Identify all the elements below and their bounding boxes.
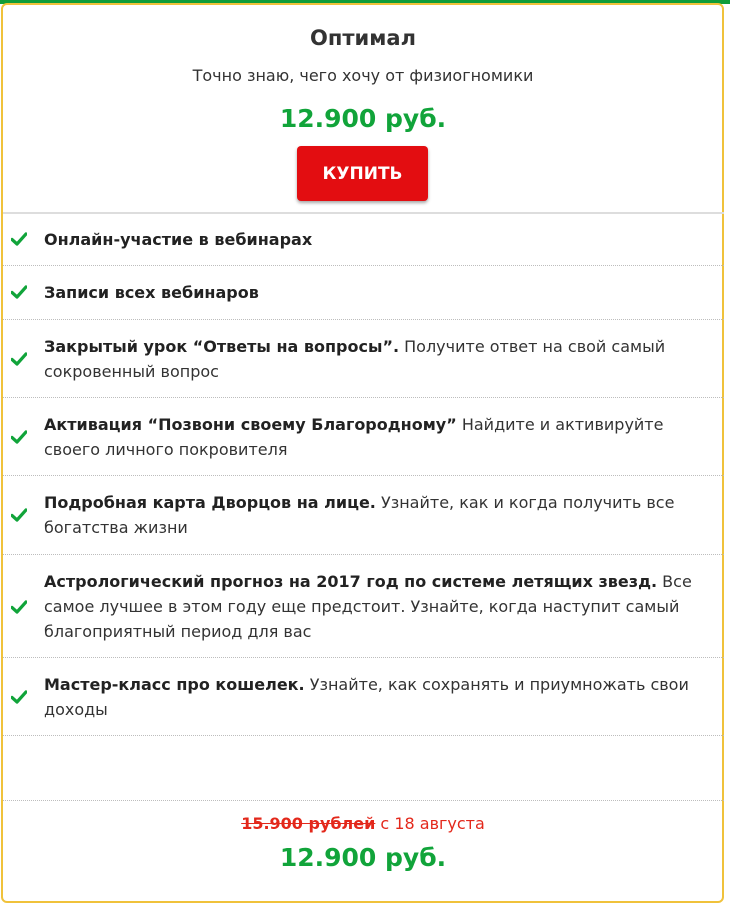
plan-subtitle: Точно знаю, чего хочу от физиогномики: [192, 66, 534, 85]
feature-description: Найдите и активируйте своего личного покровителя: [44, 415, 664, 459]
feature-item: [3, 476, 724, 555]
old-price-date: с 18 августа: [375, 814, 485, 833]
footer-divider: [3, 800, 724, 802]
check-icon: [11, 352, 27, 366]
check-icon: [11, 508, 27, 522]
check-icon: [11, 600, 27, 614]
plan-price: 12.900 руб.: [279, 104, 447, 133]
feature-title: Записи всех вебинаров: [44, 283, 259, 302]
final-price: 12.900 руб.: [279, 843, 447, 872]
feature-title: Подробная карта Дворцов на лице.: [44, 493, 376, 512]
feature-description: Получите ответ на свой самый сокровенный вопрос: [44, 337, 666, 381]
feature-title: Закрытый урок “Ответы на вопросы”.: [44, 337, 400, 356]
buy-button[interactable]: КУПИТЬ: [297, 146, 428, 201]
check-icon: [11, 232, 27, 246]
old-price: 15.900 рублей: [241, 814, 376, 833]
feature-title: Онлайн-участие в вебинарах: [44, 230, 313, 249]
feature-title: Мастер-класс про кошелек.: [44, 675, 305, 694]
feature-item: [3, 320, 724, 398]
feature-description: Узнайте, как и когда получить все богатства жизни: [44, 493, 675, 537]
feature-item: [3, 266, 724, 320]
feature-description: Узнайте, как сохранять и приумножать свои доходы: [44, 675, 689, 719]
feature-title: Астрологический прогноз на 2017 год по системе летящих звезд.: [44, 572, 658, 591]
old-price-line: [0, 814, 726, 833]
check-icon: [11, 690, 27, 704]
feature-list: [3, 214, 724, 736]
feature-description: Все самое лучшее в этом году еще предстоит. Узнайте, когда наступит самый благоприятный период для вас: [44, 572, 692, 641]
feature-item: [3, 658, 724, 736]
feature-item: [3, 555, 724, 658]
feature-item: [3, 214, 724, 266]
plan-title: Оптимал: [310, 26, 416, 50]
feature-item: [3, 398, 724, 476]
check-icon: [11, 285, 27, 299]
feature-title: Активация “Позвони своему Благородному”: [44, 415, 457, 434]
check-icon: [11, 430, 27, 444]
